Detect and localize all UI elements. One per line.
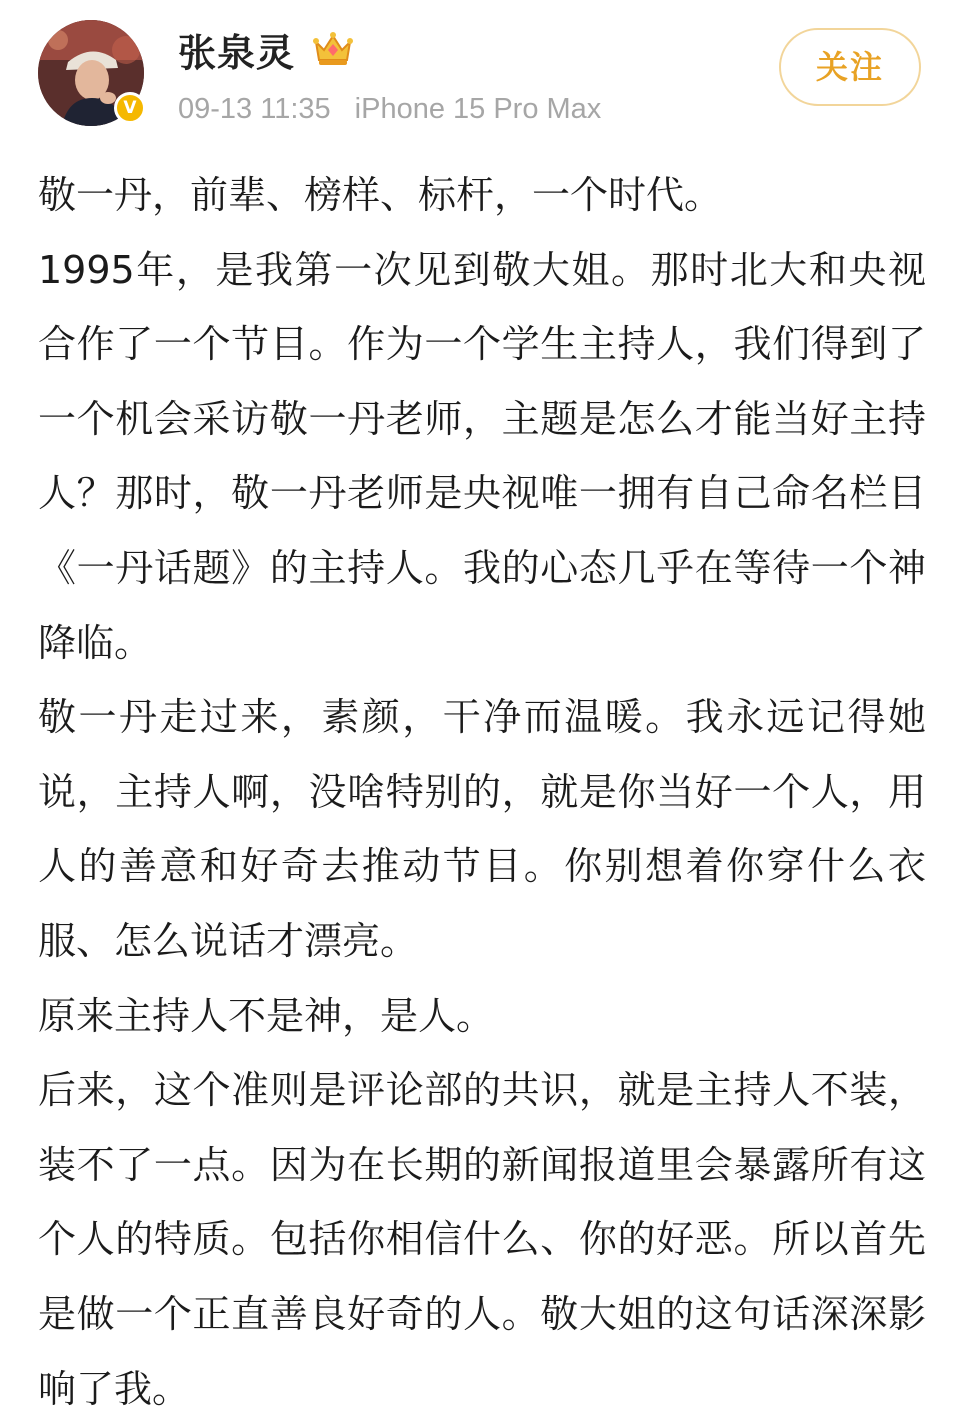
post-meta [178,92,601,126]
post-paragraph: 敬一丹，前辈、榜样、标杆，一个时代。 [38,173,723,217]
verified-badge-icon: V [114,92,146,124]
post-device: iPhone 15 Pro Max [354,93,602,125]
post-header [0,0,960,150]
user-name[interactable]: 张泉灵 [178,31,296,75]
post-timestamp: 09-13 11:35 [178,93,331,125]
follow-button[interactable]: 关注 [779,28,921,106]
crown-vip-icon[interactable] [312,30,354,70]
post-paragraph: 原来主持人不是神，是人。 [38,993,495,1038]
post-paragraph: 后来，这个准则是评论部的共识，就是主持人不装，装不了一点。因为在长期的新闻报道里会暴露所有这个人的特质。包括你相信什么、你的好恶。所以首先是做一个正直善良好奇的人。敬大姐的这句话深深影响了我。 [38,1068,926,1411]
post-content [38,158,926,1426]
post-paragraph: 敬一丹走过来，素颜，干净而温暖。我永远记得她说，主持人啊，没啥特别的，就是你当好一个人，用人的善意和好奇去推动节目。你别想着你穿什么衣服、怎么说话才漂亮。 [38,695,926,963]
post-paragraph: 1995年，是我第一次见到敬大姐。那时北大和央视合作了一个节目。作为一个学生主持人，我们得到了一个机会采访敬一丹老师，主题是怎么才能当好主持人？那时，敬一丹老师是央视唯一拥有自己命名栏目《一丹话题》的主持人。我的心态几乎在等待一个神降临。 [38,247,926,665]
avatar[interactable] [38,20,144,126]
